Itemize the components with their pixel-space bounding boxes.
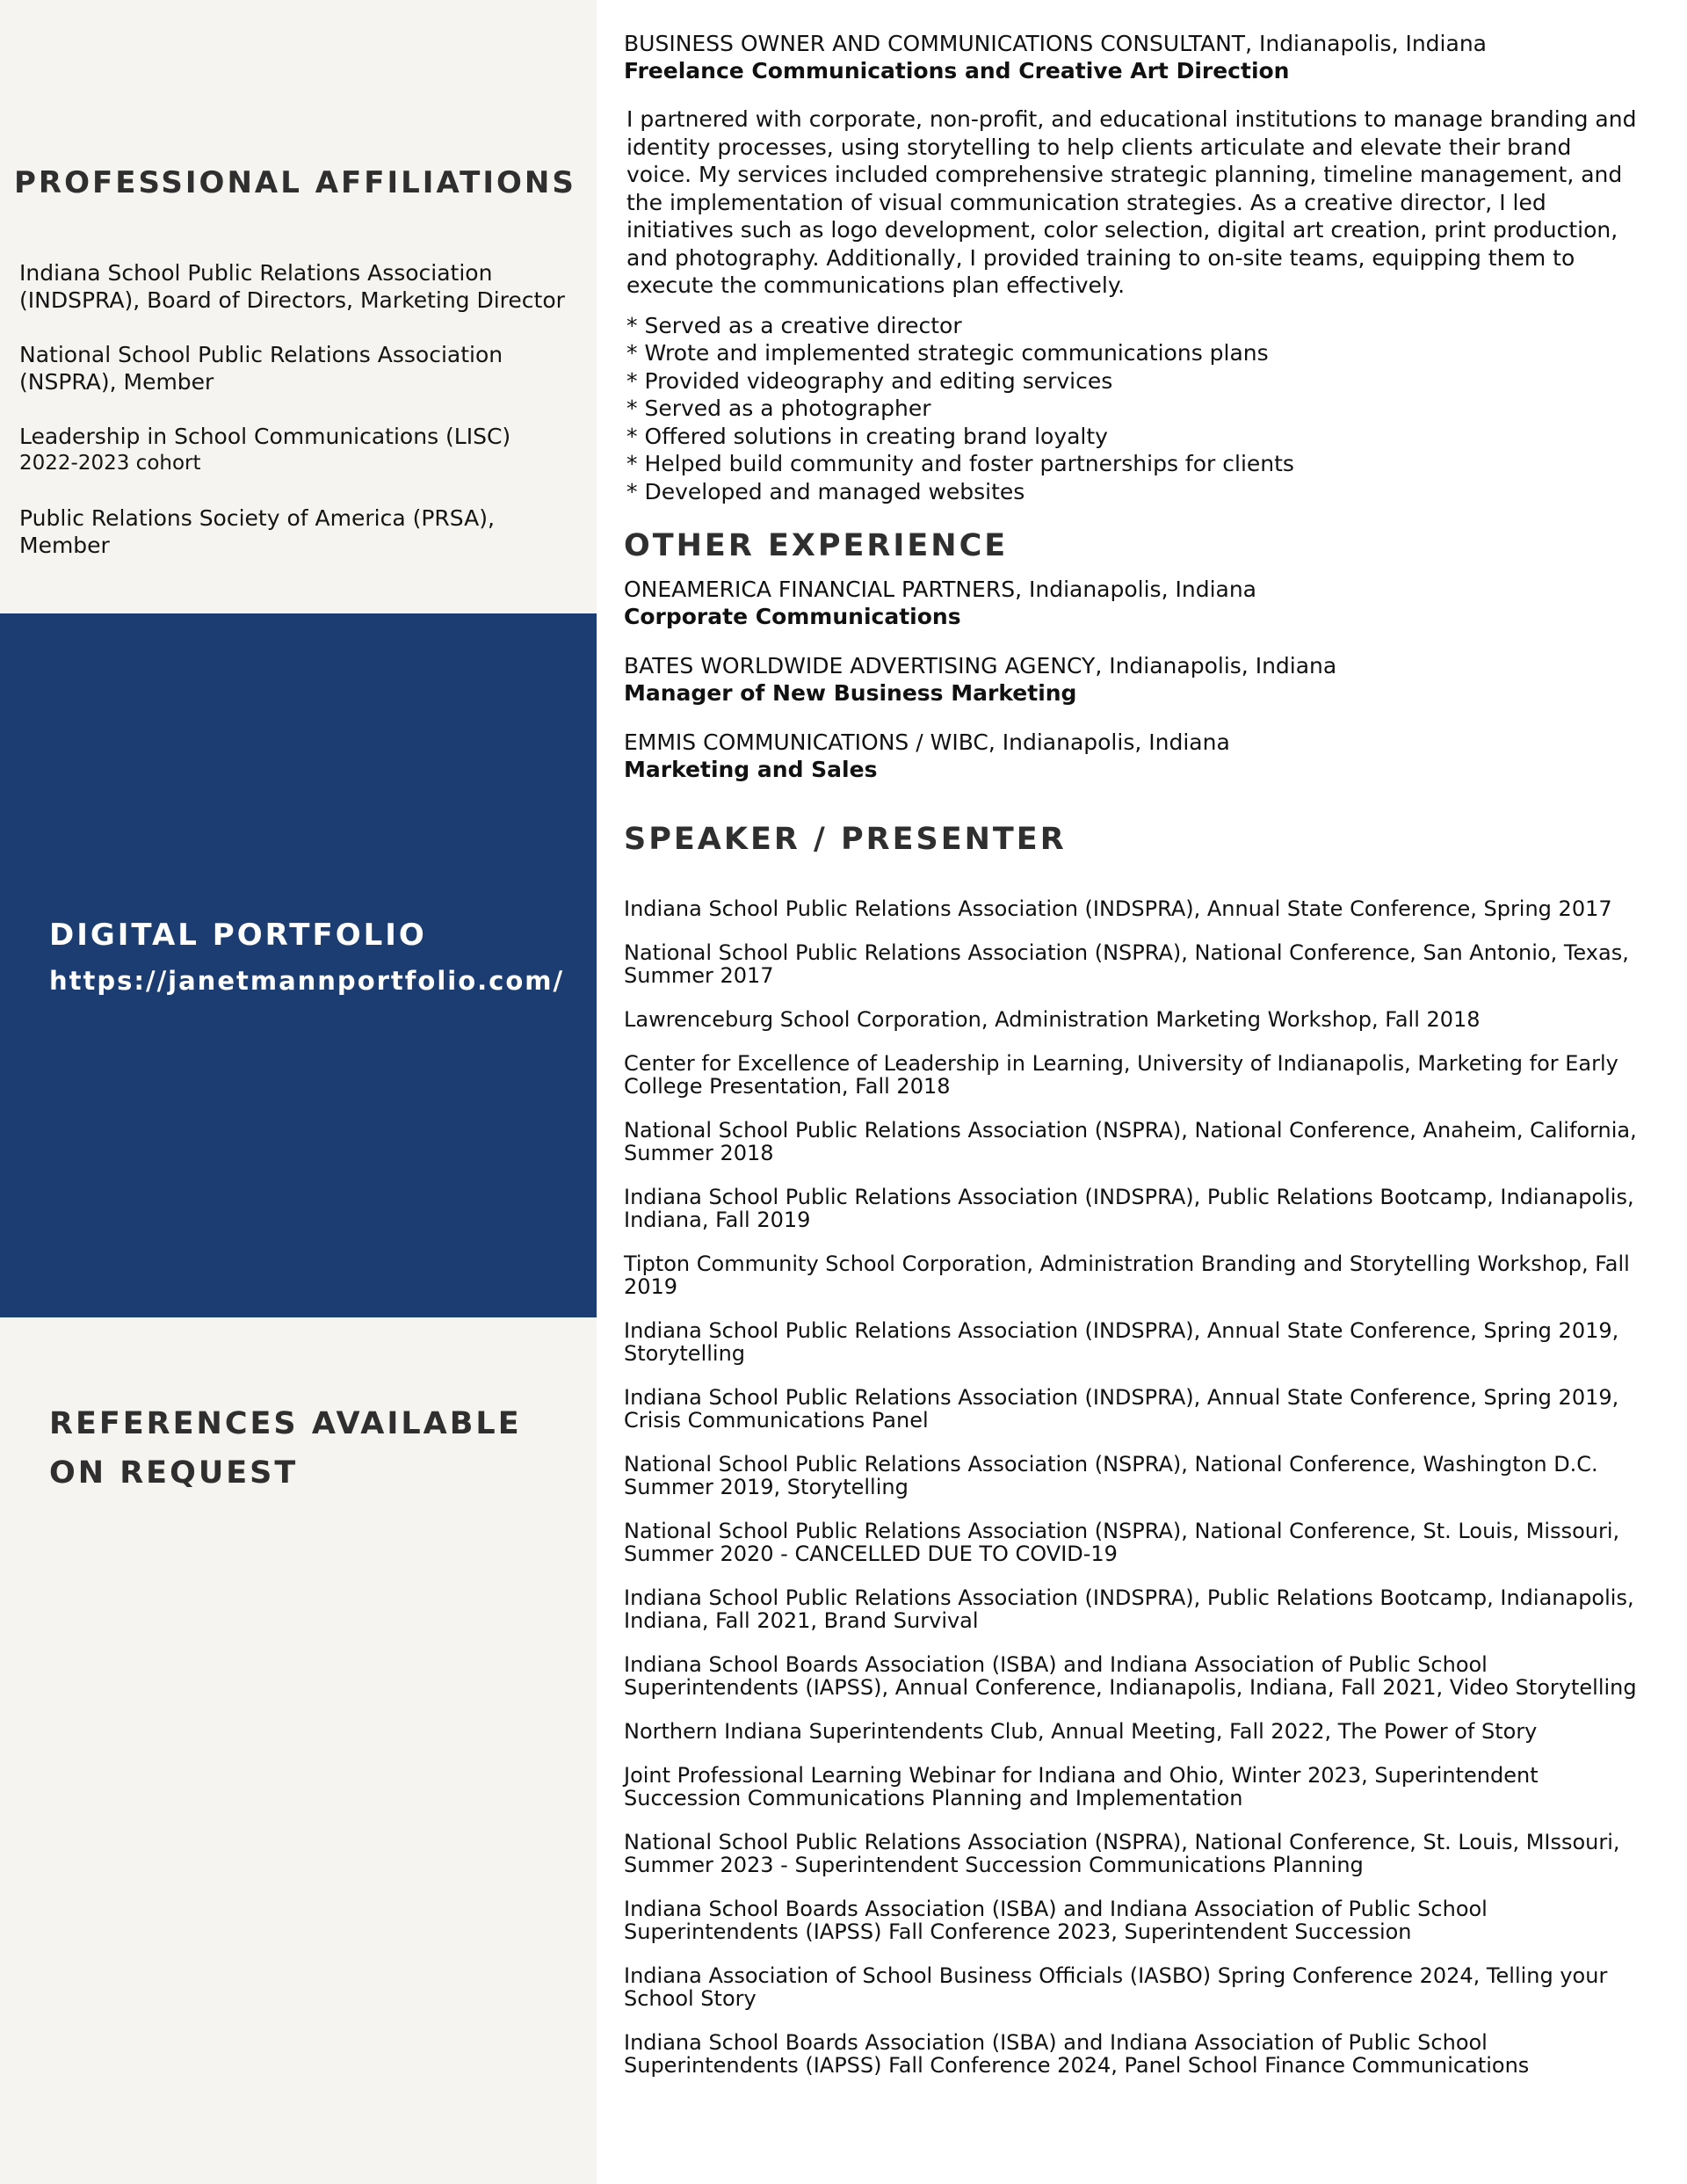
talk-item: Tipton Community School Corporation, Administration Branding and Storytelling Workshop, Fall 2019 — [624, 1252, 1630, 1299]
affiliation-item: Indiana School Public Relations Association (INDSPRA), Board of Directors, Marketing Director — [19, 260, 565, 313]
talk-item: National School Public Relations Association (NSPRA), National Conference, St. Louis, Missouri, Summer 2020 - CANCELLED DUE TO COVID-19 — [624, 1519, 1620, 1566]
talk-item: Lawrenceburg School Corporation, Administration Marketing Workshop, Fall 2018 — [624, 1007, 1481, 1032]
affiliation-cohort: 2022-2023 cohort — [19, 452, 201, 475]
job-company: BUSINESS OWNER AND COMMUNICATIONS CONSULTANT, Indianapolis, Indiana — [624, 31, 1487, 56]
talk-item: Indiana Association of School Business Officials (IASBO) Spring Conference 2024, Telling your School Story — [624, 1963, 1608, 2011]
bullet-item: * Offered solutions in creating brand loyalty — [626, 423, 1108, 449]
bullet-item: * Developed and managed websites — [626, 478, 1025, 504]
talk-item: Indiana School Public Relations Association (INDSPRA), Public Relations Bootcamp, Indianapolis, Indiana, Fall 2021, Brand Survival — [624, 1585, 1634, 1633]
talk-item: Indiana School Public Relations Association (INDSPRA), Public Relations Bootcamp, Indianapolis, Indiana, Fall 2019 — [624, 1185, 1634, 1232]
talk-item: National School Public Relations Association (NSPRA), National Conference, Anaheim, California, Summer 2018 — [624, 1118, 1637, 1165]
portfolio-heading: DIGITAL PORTFOLIO — [49, 918, 427, 953]
job-title: Freelance Communications and Creative Art Direction — [624, 58, 1290, 83]
talk-item: Indiana School Boards Association (ISBA) and Indiana Association of Public School Superintendents (IAPSS) Fall Conference 2024, Panel School Finance Communications — [624, 2030, 1530, 2078]
talk-item: Northern Indiana Superintendents Club, Annual Meeting, Fall 2022, The Power of Story — [624, 1719, 1538, 1744]
bullet-item: * Served as a creative director — [626, 312, 962, 338]
experience-title: Corporate Communications — [624, 604, 961, 629]
bullet-item: * Provided videography and editing services — [626, 367, 1113, 394]
talk-item: National School Public Relations Association (NSPRA), National Conference, Washington D.C. Summer 2019, Storytelling — [624, 1452, 1598, 1499]
talk-item: Indiana School Public Relations Association (INDSPRA), Annual State Conference, Spring 2019, Crisis Communications Panel — [624, 1385, 1619, 1433]
other-experience-heading: OTHER EXPERIENCE — [624, 528, 1009, 563]
affiliations-heading: PROFESSIONAL AFFILIATIONS — [14, 165, 576, 200]
bullet-item: * Helped build community and foster partnerships for clients — [626, 451, 1294, 476]
bullet-item: * Wrote and implemented strategic communications plans — [626, 340, 1269, 366]
talk-item: Center for Excellence of Leadership in Learning, University of Indianapolis, Marketing for Early College Presentation, Fall 2018 — [624, 1051, 1618, 1099]
experience-company: ONEAMERICA FINANCIAL PARTNERS, Indianapolis, Indiana — [624, 577, 1256, 602]
speaker-heading: SPEAKER / PRESENTER — [624, 822, 1067, 857]
talk-item: Indiana School Boards Association (ISBA) and Indiana Association of Public School Superintendents (IAPSS), Annual Conference, Indianapolis, Indiana, Fall 2021, Video Storytelling — [624, 1652, 1637, 1700]
talk-item: National School Public Relations Association (NSPRA), National Conference, San Antonio, Texas, Summer 2017 — [624, 940, 1629, 988]
experience-company: BATES WORLDWIDE ADVERTISING AGENCY, Indianapolis, Indiana — [624, 653, 1337, 678]
talk-item: Indiana School Public Relations Association (INDSPRA), Annual State Conference, Spring 2019, Storytelling — [624, 1318, 1619, 1366]
talk-item: Indiana School Public Relations Association (INDSPRA), Annual State Conference, Spring 2017 — [624, 896, 1612, 921]
bullet-item: * Served as a photographer — [626, 395, 931, 421]
experience-company: EMMIS COMMUNICATIONS / WIBC, Indianapolis, Indiana — [624, 729, 1230, 755]
job-bullets — [626, 312, 1665, 506]
affiliation-item: Public Relations Society of America (PRSA), Member — [19, 505, 495, 558]
experience-item — [624, 729, 1665, 783]
talk-item: Joint Professional Learning Webinar for Indiana and Ohio, Winter 2023, Superintendent Succession Communications Planning and Implementation — [624, 1763, 1539, 1810]
experience-title: Manager of New Business Marketing — [624, 680, 1077, 706]
affiliations-list — [19, 259, 590, 586]
main-content — [624, 30, 1665, 2098]
job-description: I partnered with corporate, non-profit, and educational institutions to manage branding and identity processes, using storytelling to help clients articulate and elevate their brand voice. My services included comprehensive strategic planning, timeline management, and the implementation of visual communication strategies. As a creative director, I led initiatives such as logo development, color selection, digital art creation, print production, and photography. Additionally, I provided training to on-site teams, equipping them to execute the communications plan effectively. — [626, 106, 1637, 298]
talk-item: Indiana School Boards Association (ISBA) and Indiana Association of Public School Superintendents (IAPSS) Fall Conference 2023, Superintendent Succession — [624, 1897, 1488, 1944]
affiliation-item: National School Public Relations Association (NSPRA), Member — [19, 342, 503, 395]
experience-item — [624, 652, 1665, 707]
affiliation-item: Leadership in School Communications (LISC) 2022-2023 cohort — [19, 423, 590, 477]
talk-item: National School Public Relations Association (NSPRA), National Conference, St. Louis, MIssouri, Summer 2023 - Superintendent Succession Communications Planning — [624, 1830, 1620, 1877]
experience-title: Marketing and Sales — [624, 757, 878, 782]
portfolio-link[interactable]: https://janetmannportfolio.com/ — [49, 966, 565, 996]
references-heading: REFERENCES AVAILABLE ON REQUEST — [49, 1406, 522, 1491]
talk-list — [624, 897, 1665, 2077]
experience-item — [624, 576, 1665, 630]
